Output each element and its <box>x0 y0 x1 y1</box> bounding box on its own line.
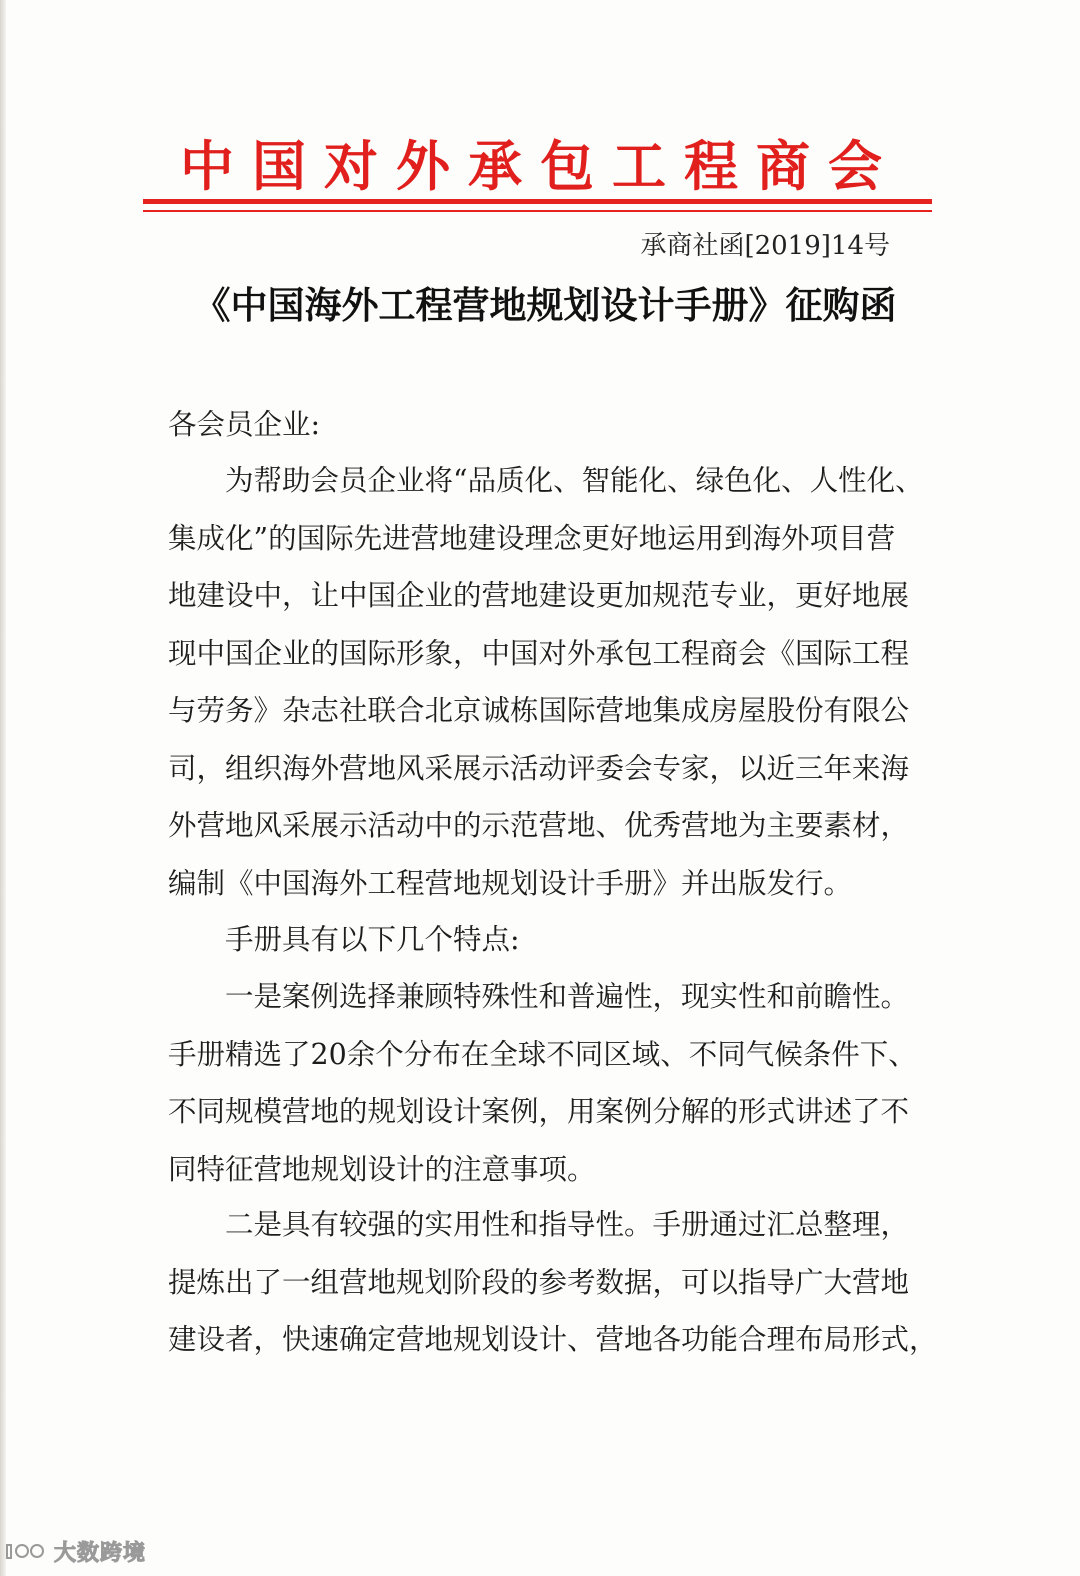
watermark <box>4 1534 146 1568</box>
paragraph-line: 手册具有以下几个特点: <box>225 923 520 956</box>
paragraph-line: 现中国企业的国际形象，中国对外承包工程商会《国际工程 <box>168 636 910 670</box>
letterhead-organization: 中国对外承包工程商会 <box>180 135 900 198</box>
paragraph-features-heading <box>168 911 928 969</box>
page-edge-shadow <box>0 0 6 1576</box>
document-number: 承商社函[2019]14号 <box>640 231 890 261</box>
paragraph-line: 与劳务》杂志社联合北京诚栋国际营地集成房屋股份有限公 <box>168 694 910 727</box>
paragraph-feature-one <box>168 968 928 1198</box>
paragraph-line: 集成化”的国际先进营地建设理念更好地运用到海外项目营 <box>168 521 896 555</box>
paragraph-line: 不同规模营地的规划设计案例，用案例分解的形式讲述了不 <box>168 1095 910 1128</box>
letterhead-rule-thin <box>143 210 932 212</box>
paragraph-line: 提炼出了一组营地规划阶段的参考数据，可以指导广大营地 <box>168 1265 910 1299</box>
paragraph-line: 同特征营地规划设计的注意事项。 <box>168 1152 596 1186</box>
paragraph-intro <box>168 452 928 912</box>
paragraph-line: 外营地风采展示活动中的示范营地、优秀营地为主要素材， <box>168 809 910 842</box>
paragraph-feature-two <box>168 1196 938 1369</box>
paragraph-line: 司，组织海外营地风采展示活动评委会专家，以近三年来海 <box>168 751 910 785</box>
paragraph-line: 编制《中国海外工程营地规划设计手册》并出版发行。 <box>168 866 853 900</box>
logo-icon <box>4 1538 48 1564</box>
paragraph-line: 为帮助会员企业将“品质化、智能化、绿色化、人性化、 <box>225 464 924 497</box>
watermark-text: 大数跨境 <box>54 1540 147 1566</box>
paragraph-line: 手册精选了20余个分布在全球不同区域、不同气候条件下、 <box>168 1037 917 1071</box>
paragraph-line: 一是案例选择兼顾特殊性和普遍性，现实性和前瞻性。 <box>225 980 910 1013</box>
letterhead-rule-thick <box>143 199 932 204</box>
paragraph-line: 二是具有较强的实用性和指导性。手册通过汇总整理， <box>225 1208 910 1241</box>
paragraph-line: 地建设中，让中国企业的营地建设更加规范专业，更好地展 <box>168 579 910 612</box>
document-title: 《中国海外工程营地规划设计手册》征购函 <box>193 284 897 327</box>
salutation: 各会员企业: <box>168 408 321 441</box>
paragraph-line: 建设者，快速确定营地规划设计、营地各功能合理布局形式， <box>168 1323 938 1356</box>
